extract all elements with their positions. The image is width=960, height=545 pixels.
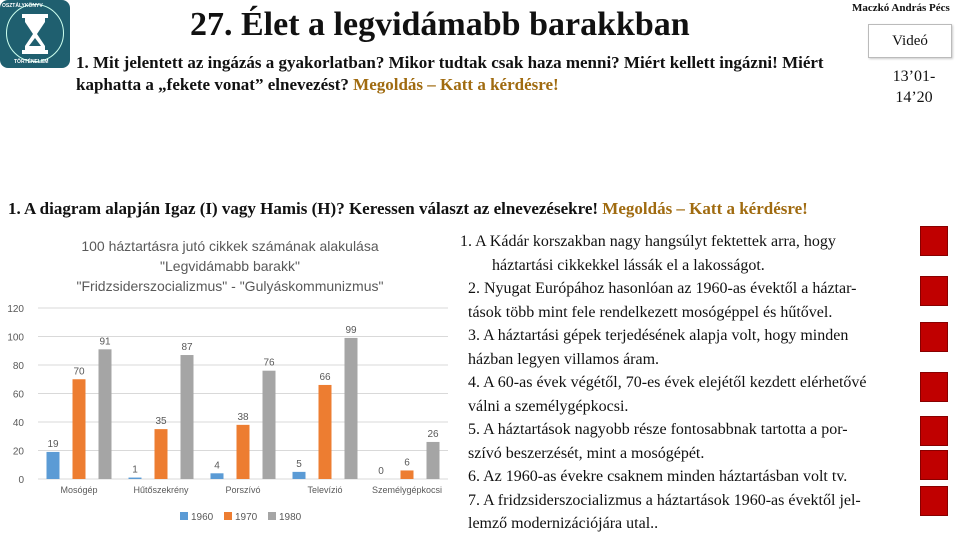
timecode-start: 13’01-: [892, 68, 936, 85]
x-category-label: Porszívó: [225, 485, 261, 495]
statement-7-line-1: 7. A fridzsiderszocializmus a háztartások 1960-as évektől jel-: [468, 491, 861, 509]
answer-box-3[interactable]: [920, 322, 948, 352]
y-tick-label: 20: [12, 446, 24, 458]
data-label: 1: [132, 464, 138, 476]
legend-swatch-1980: [268, 512, 276, 520]
author-label: Maczkó András Pécs: [852, 2, 950, 14]
answer-box-4[interactable]: [920, 372, 948, 402]
data-label: 66: [319, 371, 331, 383]
data-label: 19: [47, 438, 59, 450]
statement-1-line-2: háztartási cikkekkel lássák el a lakosságot.: [492, 256, 765, 274]
legend-label: 1960: [191, 512, 214, 523]
publisher-logo: [0, 0, 70, 68]
statement-3-line-1: 3. A háztartási gépek terjedésének alapja volt, hogy minden: [468, 327, 849, 344]
answer-box-6[interactable]: [920, 450, 948, 480]
statement-5-line-2: szívó beszerzését, mint a mosógépét.: [468, 444, 705, 462]
legend-label: 1980: [279, 512, 302, 523]
household-goods-chart: [0, 234, 456, 540]
statement-5-line-1: 5. A háztartások nagyobb része fontosabbnak tartotta a por-: [468, 421, 848, 438]
statement-2-line-1: 2. Nyugat Európához hasonlóan az 1960-as évektől a háztar-: [468, 280, 857, 297]
data-label: 26: [427, 428, 439, 440]
hourglass-icon: [22, 14, 48, 54]
logo-bottom-text: TÖRTÉNELEM: [14, 59, 49, 65]
bar-1970: [155, 429, 168, 479]
data-label: 70: [73, 366, 85, 378]
bar-1960: [129, 478, 142, 479]
x-category-label: Mosógép: [60, 485, 98, 495]
x-category-label: Személygépkocsi: [371, 485, 443, 495]
statement-4-line-2: válni a személygépkocsi.: [468, 397, 629, 415]
bar-1970: [401, 470, 414, 479]
data-label: 87: [181, 342, 193, 354]
question-2-solution-link[interactable]: Megoldás – Katt a kérdésre!: [602, 199, 808, 218]
answer-box-5[interactable]: [920, 416, 948, 446]
bar-1970: [319, 385, 332, 479]
statement-2-line-2: tások több mint fele rendelkezett mosógéppel és hűtővel.: [468, 303, 833, 321]
video-timecode: [884, 66, 944, 108]
bar-1960: [47, 452, 60, 479]
question-1[interactable]: [76, 52, 846, 96]
bar-1980: [427, 442, 440, 479]
video-button[interactable]: Videó: [868, 24, 952, 58]
x-category-label: Televízió: [307, 485, 343, 495]
statement-1-line-1: 1. A Kádár korszakban nagy hangsúlyt fektettek arra, hogy: [460, 233, 836, 250]
data-label: 99: [345, 324, 357, 336]
statements-list: [460, 230, 920, 536]
bar-1980: [99, 349, 112, 479]
question-2-text: 1. A diagram alapján Igaz (I) vagy Hamis (H)? Keressen választ az elnevezésekre!: [8, 199, 599, 218]
data-label: 5: [296, 458, 302, 470]
question-1-solution-link[interactable]: Megoldás – Katt a kérdésre!: [353, 75, 559, 94]
data-label: 35: [155, 416, 167, 428]
bar-1970: [237, 425, 250, 479]
y-tick-label: 80: [12, 361, 24, 372]
y-tick-label: 60: [12, 389, 24, 401]
data-label: 4: [214, 460, 220, 472]
y-tick-label: 40: [12, 418, 24, 429]
y-tick-label: 0: [18, 475, 24, 486]
bar-1970: [73, 379, 86, 479]
statement-7-line-2: lemző modernizációjára utal..: [468, 515, 659, 532]
answer-box-2[interactable]: [920, 276, 948, 306]
logo-top-text: OSZTÁLYKÖNYV: [2, 3, 43, 9]
data-label: 6: [404, 457, 410, 469]
legend-swatch-1970: [224, 512, 232, 520]
timecode-end: 14’20: [895, 89, 933, 106]
chart-title-line-2: "Legvidámabb barakk": [160, 258, 300, 274]
slide-title: 27. Élet a legvidámabb barakkban: [190, 6, 690, 43]
bar-1980: [263, 371, 276, 479]
statement-4-line-1: 4. A 60-as évek végétől, 70-es évek elejétől kezdett elérhetővé: [468, 374, 867, 391]
bar-1960: [293, 472, 306, 479]
x-category-label: Hűtőszekrény: [133, 485, 189, 495]
question-2[interactable]: [8, 198, 888, 220]
bar-1960: [211, 473, 224, 479]
answer-box-7[interactable]: [920, 486, 948, 516]
bar-1980: [345, 338, 358, 479]
chart-title-line-3: "Fridzsiderszocializmus" - "Gulyáskommunizmus": [76, 278, 384, 294]
statement-6-line-1: 6. Az 1960-as évekre csaknem minden háztartásban volt tv.: [468, 468, 848, 485]
statement-3-line-2: házban legyen villamos áram.: [468, 350, 660, 368]
bar-1980: [181, 355, 194, 479]
data-label: 76: [263, 357, 275, 369]
y-tick-label: 120: [7, 304, 24, 315]
data-label: 0: [378, 466, 384, 477]
data-label: 38: [237, 411, 249, 423]
legend-label: 1970: [235, 512, 258, 523]
data-label: 91: [99, 336, 111, 348]
answer-box-1[interactable]: [920, 226, 948, 256]
chart-title-line-1: 100 háztartásra jutó cikkek számának alakulása: [81, 238, 379, 254]
legend-swatch-1960: [180, 512, 188, 520]
y-tick-label: 100: [7, 332, 24, 344]
question-1-text: 1. Mit jelentett az ingázás a gyakorlatban? Mikor tudtak csak haza menni? Miért kellett ingázni! Miért kaphatta a „fekete vonat” elnevezést?: [76, 53, 824, 94]
